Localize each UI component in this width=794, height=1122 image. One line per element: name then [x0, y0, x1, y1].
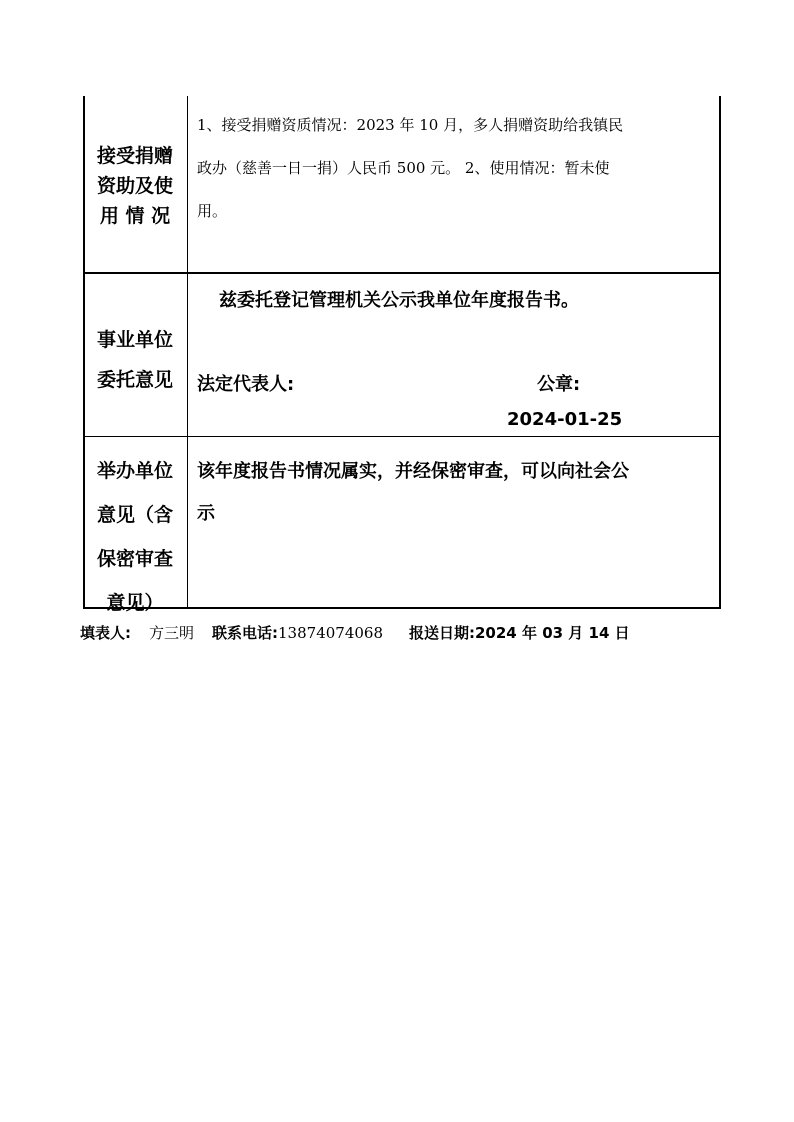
form-footer	[80, 622, 630, 643]
entrust-label-line: 委托意见	[96, 369, 173, 391]
sponsor-label-line: 意见）	[106, 592, 164, 614]
sponsor-label-line: 意见（含	[96, 504, 173, 526]
sponsor-label-line: 保密审查	[96, 548, 173, 570]
entrust-label	[83, 320, 187, 400]
row-divider-1	[83, 272, 721, 274]
entrust-statement: 兹委托登记管理机关公示我单位年度报告书。	[219, 290, 579, 311]
table-column-divider	[187, 96, 188, 609]
sponsor-label-line: 举办单位	[96, 460, 173, 482]
sponsor-opinion-line: 该年度报告书情况属实，并经保密审查，可以向社会公	[197, 461, 629, 482]
donation-content-line: 用。	[197, 202, 228, 220]
submit-date-label: 报送日期:	[409, 624, 475, 642]
donation-content-line: 1、接受捐赠资质情况：2023 年 10 月，多人捐赠资助给我镇民	[197, 116, 624, 134]
entrust-date: 2024-01-25	[507, 409, 623, 430]
entrust-label-line: 事业单位	[96, 329, 173, 351]
donation-label	[83, 141, 187, 231]
phone-label: 联系电话:	[212, 624, 279, 642]
donation-label-line: 用 情 况	[99, 205, 171, 227]
table-border-right	[719, 96, 721, 609]
legal-representative-label: 法定代表人:	[197, 374, 295, 395]
sponsor-label	[83, 449, 187, 625]
donation-label-line: 接受捐赠	[96, 145, 173, 167]
row-divider-2	[83, 436, 721, 437]
official-seal-label: 公章:	[537, 374, 581, 395]
sponsor-opinion	[197, 451, 717, 535]
submit-date: 2024 年 03 月 14 日	[475, 624, 630, 642]
donation-content	[197, 104, 713, 233]
filler-label: 填表人:	[80, 624, 131, 642]
donation-content-line: 政办（慈善一日一捐）人民币 500 元。 2、使用情况：暂未使	[197, 159, 610, 177]
filler-name: 方三明	[149, 624, 195, 642]
phone-number: 13874074068	[278, 624, 383, 642]
donation-label-line: 资助及使	[96, 175, 173, 197]
sponsor-opinion-line: 示	[197, 503, 215, 524]
report-table	[83, 96, 721, 614]
